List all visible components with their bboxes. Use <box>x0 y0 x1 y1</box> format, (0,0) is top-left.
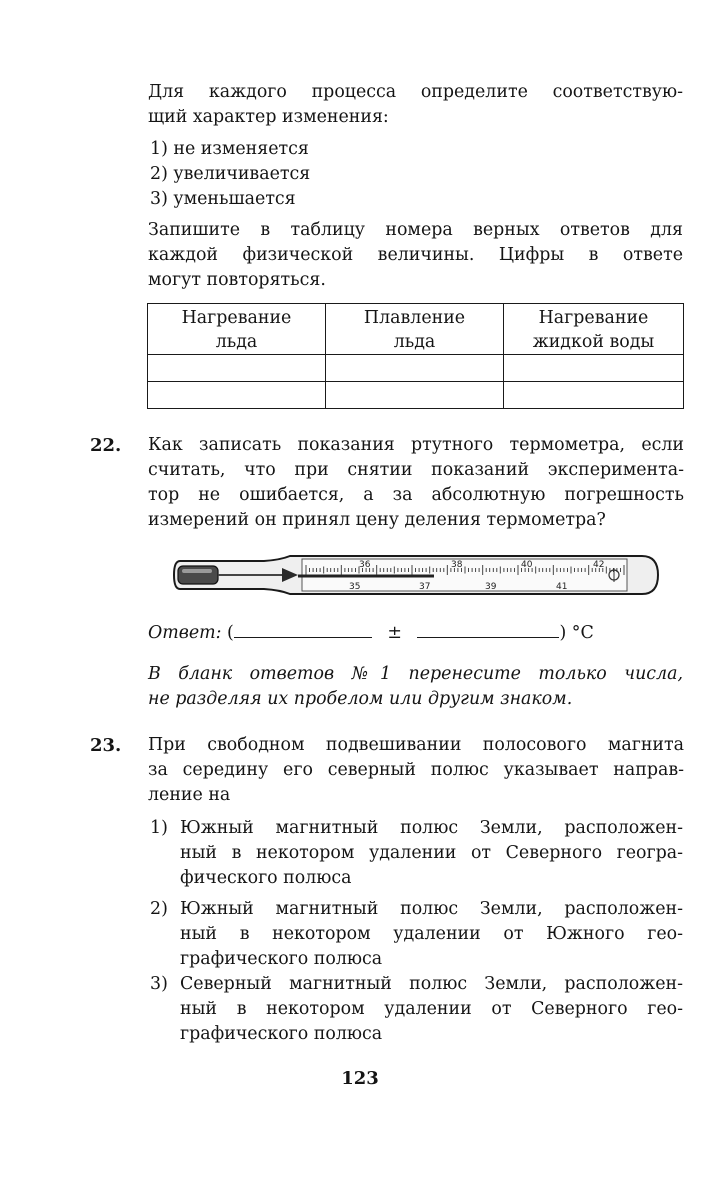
answer-cell[interactable] <box>504 382 684 409</box>
option-item: 3) уменьшается <box>150 189 296 209</box>
text-line: ный в некотором удалении от Южного гео- <box>180 924 683 944</box>
answer-cell[interactable] <box>148 382 326 409</box>
text-line: не разделяя их пробелом или другим знаком. <box>148 689 573 709</box>
text-line: графического полюса <box>180 949 383 969</box>
scale-label-lower: 35 <box>349 582 361 592</box>
text-line: измерений он принял цену деления термометра? <box>148 510 606 530</box>
header-line: льда <box>215 332 258 352</box>
text-line: Южный магнитный полюс Земли, расположен- <box>180 899 683 919</box>
scale-label-upper: 36 <box>359 560 371 570</box>
option-marker: 1) <box>150 818 168 838</box>
text-line: фического полюса <box>180 868 352 888</box>
scale-label-upper: 42 <box>593 560 605 570</box>
question-text <box>148 733 684 808</box>
text-line: щий характер изменения: <box>148 107 389 127</box>
answer-cell[interactable] <box>148 355 326 382</box>
question-text <box>148 433 684 533</box>
text-line: считать, что при снятии показаний эксперимента- <box>148 460 684 480</box>
bulb-highlight <box>182 569 212 573</box>
table-header-cell <box>148 304 326 355</box>
scale-label-upper: 38 <box>451 560 463 570</box>
option-text <box>180 972 683 1047</box>
page-number: 123 <box>341 1068 379 1089</box>
table-row <box>148 382 684 409</box>
scale-label-lower: 41 <box>556 582 568 592</box>
header-line: Плавление <box>363 308 466 328</box>
answer-line <box>148 620 594 646</box>
unit-label: ) °C <box>559 623 594 643</box>
text-line: Как записать показания ртутного термометра, если <box>148 435 684 455</box>
mercury-bulb <box>178 566 218 584</box>
text-line: за середину его северный полюс указывает направ- <box>148 760 684 780</box>
thermometer-image <box>172 546 660 604</box>
table-instruction <box>148 218 683 293</box>
text-line: Северный магнитный полюс Земли, расположен- <box>180 974 683 994</box>
answer-table <box>147 303 684 409</box>
task-intro <box>148 80 683 130</box>
text-line: Запишите в таблицу номера верных ответов для <box>148 220 683 240</box>
option-marker: 2) <box>150 899 168 919</box>
question-number: 22. <box>90 435 122 456</box>
scale-label-lower: 39 <box>485 582 497 592</box>
header-line: жидкой воды <box>532 332 655 352</box>
table-header-cell <box>326 304 504 355</box>
text-line: При свободном подвешивании полосового магнита <box>148 735 684 755</box>
option-text <box>180 816 683 891</box>
option-item: 2) увеличивается <box>150 164 311 184</box>
header-line: Нагревание <box>538 308 649 328</box>
text-line: каждой физической величины. Цифры в ответе <box>148 245 683 265</box>
scale-label-upper: 40 <box>521 560 533 570</box>
answer-cell[interactable] <box>504 355 684 382</box>
option-text <box>180 897 683 972</box>
answer-cell[interactable] <box>326 382 504 409</box>
table-header-row <box>148 304 684 355</box>
text-line: В бланк ответов №1 перенесите только числа, <box>148 664 683 684</box>
option-marker: 3) <box>150 974 168 994</box>
answer-note <box>148 662 683 712</box>
text-line: Для каждого процесса определите соответствую- <box>148 82 683 102</box>
open-paren: ( <box>227 623 234 643</box>
error-blank[interactable] <box>417 620 559 638</box>
table-header-cell <box>504 304 684 355</box>
option-item: 1) не изменяется <box>150 139 309 159</box>
table-row <box>148 355 684 382</box>
header-line: Нагревание <box>181 308 292 328</box>
header-line: льда <box>393 332 436 352</box>
scale-label-lower: 37 <box>419 582 431 592</box>
text-line: графического полюса <box>180 1024 383 1044</box>
text-line: Южный магнитный полюс Земли, расположен- <box>180 818 683 838</box>
plus-minus-sign: ± <box>387 623 402 643</box>
text-line: ление на <box>148 785 231 805</box>
answer-cell[interactable] <box>326 355 504 382</box>
answer-label: Ответ: <box>148 623 222 643</box>
text-line: могут повторяться. <box>148 270 326 290</box>
question-number: 23. <box>90 735 122 756</box>
text-line: ный в некотором удалении от Северного гео- <box>180 999 683 1019</box>
text-line: тор не ошибается, а за абсолютную погрешность <box>148 485 684 505</box>
value-blank[interactable] <box>234 620 372 638</box>
text-line: ный в некотором удалении от Северного геогра- <box>180 843 683 863</box>
